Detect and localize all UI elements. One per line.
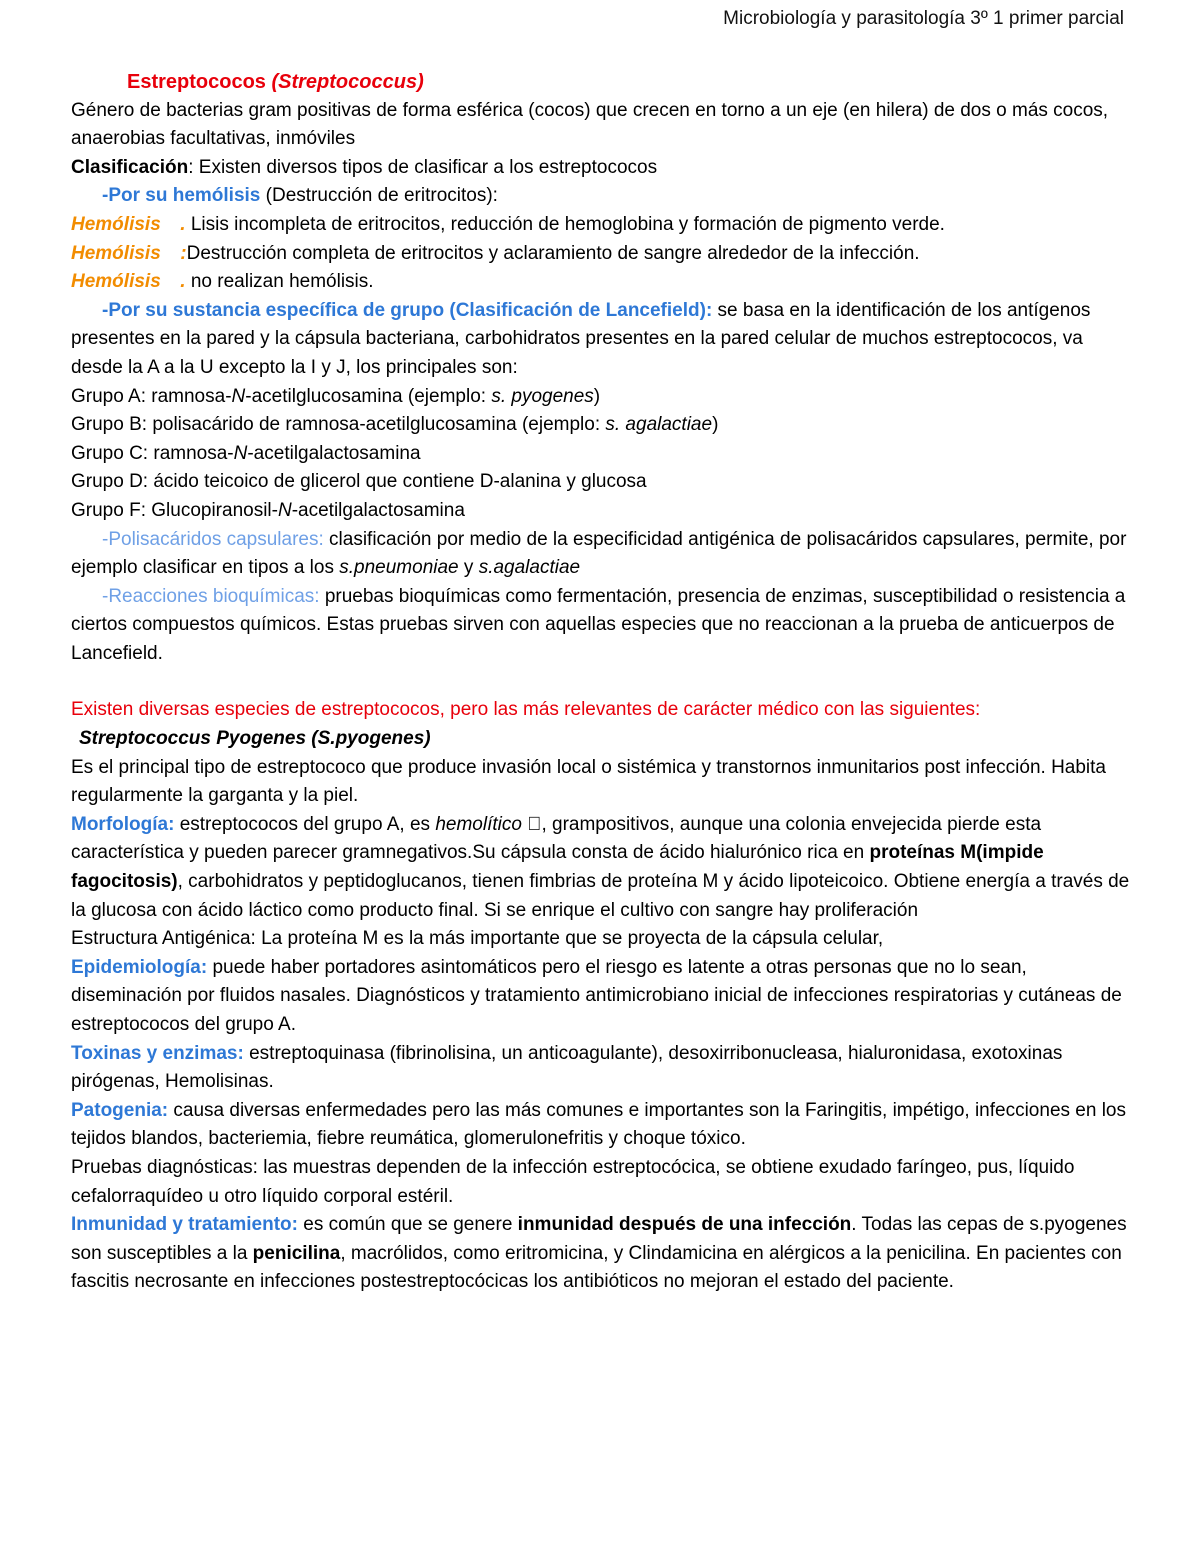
morfologia-bold: proteínas M(impide fagocitosis) [71, 842, 1044, 893]
inmunidad-text-1: es común que se genere [297, 1214, 518, 1236]
hemolisis-gamma-text: no realizan hemólisis. [185, 271, 374, 293]
epidemiologia-paragraph [71, 954, 1131, 1040]
morfologia-text-2:  , grampositivos, aunque una colonia envejecida pierde esta característica y pueden parecer gramnegativos.Su cápsula consta de ácido hialurónico rica en [71, 813, 1042, 864]
grupo-c-n: N [233, 442, 248, 464]
species-title: Streptococcus Pyogenes (S.pyogenes) [79, 728, 431, 750]
capsulares-and: y [458, 557, 479, 579]
capsulares-label: -Polisacáridos capsulares: [102, 528, 324, 550]
grupo-c-pre: Grupo C: ramnosa- [71, 442, 234, 464]
inmunidad-bold-2: penicilina [252, 1242, 341, 1264]
capsulares-species-1: s.pneumoniae [339, 557, 459, 579]
grupo-f-n: N [277, 499, 292, 521]
document-body [71, 68, 1131, 1297]
lancefield-text: se basa en la identificación de los antígenos presentes en la pared y la cápsula bacteriana, carbohidratos presentes en la pared celular de muchos estreptococos, va desde la A a la U excepto la I y J, los principales son: [71, 299, 1091, 378]
morfologia-text-1: estreptococos del grupo A, es [174, 813, 436, 835]
lancefield-label: -Por su sustancia específica de grupo (Clasificación de Lancefield): [102, 299, 713, 321]
inmunidad-text-3: , macrólidos, como eritromicina, y Clindamicina en alérgicos a la penicilina. En pacientes con fascitis necrosante en infecciones postestreptocócicas los antibióticos no mejoran el estado del paciente. [71, 1242, 1122, 1293]
grupo-a [71, 383, 1131, 412]
hemolisis-heading [71, 182, 1131, 211]
grupo-f-pre: Grupo F: Glucopiranosil- [71, 499, 278, 521]
grupo-a-pre: Grupo A: ramnosa- [71, 385, 232, 407]
morfologia-paragraph [71, 811, 1131, 925]
morfologia-text-3: , carbohidratos y peptidoglucanos, tienen fimbrias de proteína M y ácido lipoteicoico. Obtiene energía a través de la glucosa con ácido láctico como producto final. Si se enrique el cultivo con sangre hay proliferación [71, 871, 1130, 921]
patogenia-text: causa diversas enfermedades pero las más comunes e importantes son la Faringitis, impétigo, infecciones en los tejidos blandos, bacteriemia, fiebre reumática, glomerulonefritis y choque tóxico. [71, 1099, 1126, 1150]
capsulares-species-2: s.agalactiae [478, 557, 581, 579]
toxinas-label: Toxinas y enzimas: [71, 1042, 244, 1064]
grupo-a-post: -acetilglucosamina (ejemplo: [245, 385, 492, 407]
bioquimicas-text: pruebas bioquímicas como fermentación, presencia de enzimas, susceptibilidad o resistencia a ciertos compuestos químicos. Estas pruebas sirven con aquellas especies que no reaccionan a la prueba de anticuerpos de Lancefield. [71, 585, 1126, 664]
grupo-d: Grupo D: ácido teicoico de glicerol que contiene D-alanina y glucosa [71, 471, 647, 493]
hemolisis-alpha [71, 211, 1131, 240]
grupo-b [71, 411, 1131, 440]
patogenia-paragraph [71, 1097, 1131, 1154]
intro-paragraph: Género de bacterias gram positivas de forma esférica (cocos) que crecen en torno a un eje (en hilera) de dos o más cocos, anaerobias facultativas, inmóviles [71, 99, 1109, 150]
toxinas-paragraph [71, 1040, 1131, 1097]
hemolisis-heading-label: -Por su hemólisis [102, 185, 261, 207]
section-title [71, 68, 1131, 97]
grupo-f [71, 497, 1131, 526]
grupo-c-post: -acetilgalactosamina [247, 442, 421, 464]
grupo-b-pre: Grupo B: polisacárido de ramnosa-acetilglucosamina (ejemplo: [71, 414, 606, 436]
hemolisis-heading-text: (Destrucción de eritrocitos): [260, 185, 498, 207]
morfologia-hemolitico: hemolítico [435, 813, 522, 835]
species-intro: Es el principal tipo de estreptococo que produce invasión local o sistémica y transtornos inmunitarios post infección. Habita regularmente la garganta y la piel. [71, 756, 1106, 807]
clasificacion-paragraph [71, 154, 1131, 183]
bioquimicas-label: -Reacciones bioquímicas: [102, 585, 320, 607]
pruebas-paragraph: Pruebas diagnósticas: las muestras dependen de la infección estreptocócica, se obtiene exudado faríngeo, pus, líquido cefalorraquídeo u otro líquido corporal estéril. [71, 1156, 1075, 1207]
estructura-paragraph: Estructura Antigénica: La proteína M es la más importante que se proyecta de la cápsula celular, [71, 928, 884, 950]
inmunidad-text-2: . Todas las cepas de s.pyogenes son susceptibles a la [71, 1214, 1127, 1264]
grupo-b-species: s. agalactiae [605, 414, 713, 436]
hemolisis-alpha-text: Lisis incompleta de eritrocitos, reducción de hemoglobina y formación de pigmento verde. [185, 213, 945, 235]
grupo-c [71, 440, 1131, 469]
hemolisis-beta-text: Destrucción completa de eritrocitos y aclaramiento de sangre alrededor de la infección. [186, 242, 920, 264]
hemolisis-gamma-label: Hemólisis  . [71, 271, 186, 293]
title-main: Estreptococos [127, 71, 272, 93]
grupo-b-end: ) [712, 414, 719, 436]
hemolisis-beta-label: Hemólisis  : [71, 242, 187, 264]
grupo-f-post: -acetilgalactosamina [291, 499, 465, 521]
inmunidad-bold-1: inmunidad después de una infección [517, 1214, 852, 1236]
grupo-a-n: N [231, 385, 246, 407]
epidemiologia-label: Epidemiología: [71, 956, 208, 978]
epidemiologia-text: puede haber portadores asintomáticos pero el riesgo es latente a otras personas que no lo sean, diseminación por fluidos nasales. Diagnósticos y tratamiento antimicrobiano inicial de infecciones respiratorias y cutáneas de estreptococos del grupo A. [71, 956, 1122, 1035]
especies-intro: Existen diversas especies de estreptococos, pero las más relevantes de carácter médico con las siguientes: [71, 699, 981, 721]
bioquimicas-paragraph [71, 583, 1131, 669]
blank-line [71, 668, 1131, 696]
inmunidad-label: Inmunidad y tratamiento: [71, 1214, 298, 1236]
inmunidad-paragraph [71, 1211, 1131, 1297]
clasificacion-label: Clasificación [71, 156, 189, 178]
page-header: Microbiología y parasitología 3º 1 primer parcial [723, 8, 1124, 29]
title-italic: (Streptococcus) [271, 71, 424, 93]
morfologia-label: Morfología: [71, 813, 175, 835]
grupo-a-species: s. pyogenes [491, 385, 594, 407]
hemolisis-alpha-label: Hemólisis  . [71, 213, 186, 235]
hemolisis-beta [71, 240, 1131, 269]
patogenia-label: Patogenia: [71, 1099, 169, 1121]
capsulares-text: clasificación por medio de la especificidad antigénica de polisacáridos capsulares, permite, por ejemplo clasificar en tipos a los [71, 528, 1127, 579]
clasificacion-text: : Existen diversos tipos de clasificar a los estreptococos [188, 156, 658, 178]
toxinas-text: estreptoquinasa (fibrinolisina, un anticoagulante), desoxirribonucleasa, hialuronidasa, exotoxinas pirógenas, Hemolisinas. [71, 1042, 1063, 1093]
hemolisis-gamma [71, 268, 1131, 297]
lancefield-paragraph [71, 297, 1131, 383]
capsulares-paragraph [71, 526, 1131, 583]
grupo-a-end: ) [593, 385, 601, 407]
